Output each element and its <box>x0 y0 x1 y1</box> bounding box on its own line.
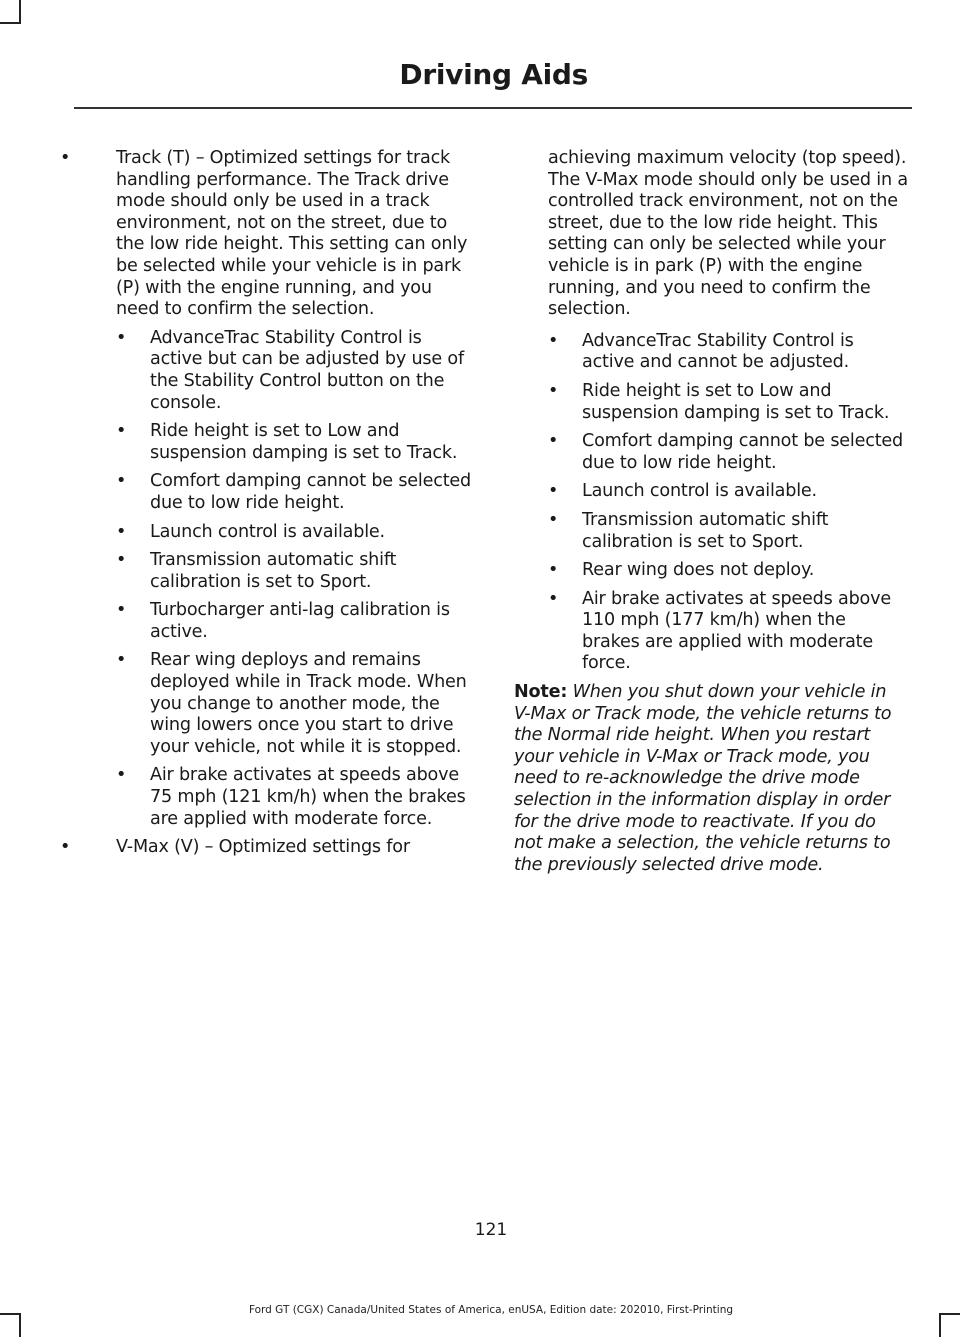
list-item-text: Launch control is available. <box>582 481 817 502</box>
bullet: • <box>116 600 127 621</box>
bullet: • <box>60 837 71 858</box>
bullet: • <box>548 380 559 401</box>
header-rule <box>74 107 912 109</box>
list-item <box>548 431 908 474</box>
list-item-text: Comfort damping cannot be selected due to low ride height. <box>150 471 471 513</box>
drive-mode-list <box>60 148 474 859</box>
list-item <box>116 600 474 643</box>
list-item-track <box>60 148 474 830</box>
list-item <box>116 550 474 593</box>
bullet: • <box>116 421 127 442</box>
list-item <box>116 522 474 544</box>
bullet: • <box>116 521 127 542</box>
track-mode-text: Track (T) – Optimized settings for track handling performance. The Track drive mode should only be used in a track environment, not on the street, due to the low ride height. This setting can only be selected while your vehicle is in park (P) with the engine running, and you need to confirm the selection. <box>116 148 468 320</box>
bullet: • <box>116 765 127 786</box>
vmax-mode-text: V-Max (V) – Optimized settings for <box>116 837 410 858</box>
crop-mark-top-left-v <box>19 0 21 24</box>
list-item <box>548 589 908 675</box>
list-item <box>116 765 474 830</box>
list-item-text: Ride height is set to Low and suspension damping is set to Track. <box>582 380 890 423</box>
list-item <box>548 510 908 553</box>
list-item-text: Air brake activates at speeds above 75 mph (121 km/h) when the brakes are applied with moderate force. <box>150 765 466 829</box>
list-item <box>548 331 908 374</box>
note-text: When you shut down your vehicle in V-Max or Track mode, the vehicle returns to the Normal ride height. When you restart your vehicle in V-Max or Track mode, you need to re-acknowledge the drive mode selection in the information display in order for the drive mode to reactivate. If you do not make a selection, the vehicle returns to the previously selected drive mode. <box>514 682 892 875</box>
bullet: • <box>116 550 127 571</box>
list-item-text: Rear wing does not deploy. <box>582 560 815 581</box>
crop-mark-top-left-h <box>0 22 21 24</box>
bullet: • <box>116 327 127 348</box>
page-number: 121 <box>474 1220 508 1240</box>
vmax-continuation-text: achieving maximum velocity (top speed). The V-Max mode should only be used in a controlled track environment, not on the street, due to the low ride height. This setting can only be selected while your vehicle is in park (P) with the engine running, and you need to confirm the selection. <box>548 148 908 320</box>
list-item-vmax <box>60 837 474 859</box>
list-item <box>548 481 908 503</box>
list-item <box>548 381 908 424</box>
list-item-text: Turbocharger anti-lag calibration is active. <box>150 600 450 642</box>
crop-mark-bottom-left-v <box>19 1313 21 1337</box>
bullet: • <box>548 560 559 581</box>
note-paragraph <box>514 682 908 876</box>
track-mode-sublist <box>116 328 474 830</box>
bullet: • <box>60 148 71 168</box>
bullet: • <box>548 330 559 351</box>
bullet: • <box>548 588 559 609</box>
list-item <box>116 421 474 464</box>
list-item-text: Launch control is available. <box>150 521 385 542</box>
right-column <box>514 148 908 876</box>
note-label: Note: <box>514 682 568 703</box>
list-item-text: Ride height is set to Low and suspension damping is set to Track. <box>150 421 458 463</box>
list-item-text: Comfort damping cannot be selected due to low ride height. <box>582 431 903 473</box>
list-item-text: Transmission automatic shift calibration is set to Sport. <box>150 550 397 592</box>
vmax-mode-sublist <box>548 331 908 675</box>
page-title: Driving Aids <box>399 58 588 91</box>
list-item <box>116 471 474 514</box>
list-item <box>116 650 474 758</box>
list-item-text: Air brake activates at speeds above 110 mph (177 km/h) when the brakes are applied with moderate force. <box>582 588 891 674</box>
list-item <box>116 328 474 414</box>
vmax-continuation <box>514 148 908 675</box>
list-item-text: AdvanceTrac Stability Control is active but can be adjusted by use of the Stability Control button on the console. <box>150 327 464 413</box>
list-item <box>548 560 908 582</box>
list-item-text: AdvanceTrac Stability Control is active and cannot be adjusted. <box>582 330 854 373</box>
bullet: • <box>548 509 559 530</box>
bullet: • <box>116 471 127 492</box>
left-column <box>60 148 474 866</box>
list-item-text: Rear wing deploys and remains deployed while in Track mode. When you change to another mode, the wing lowers once you start to drive your vehicle, not while it is stopped. <box>150 650 467 757</box>
crop-mark-bottom-right-v <box>939 1313 941 1337</box>
edition-footer: Ford GT (CGX) Canada/United States of America, enUSA, Edition date: 202010, First-Printing <box>248 1304 734 1316</box>
bullet: • <box>548 431 559 452</box>
bullet: • <box>116 650 127 671</box>
list-item-text: Transmission automatic shift calibration is set to Sport. <box>582 509 829 552</box>
bullet: • <box>548 481 559 502</box>
